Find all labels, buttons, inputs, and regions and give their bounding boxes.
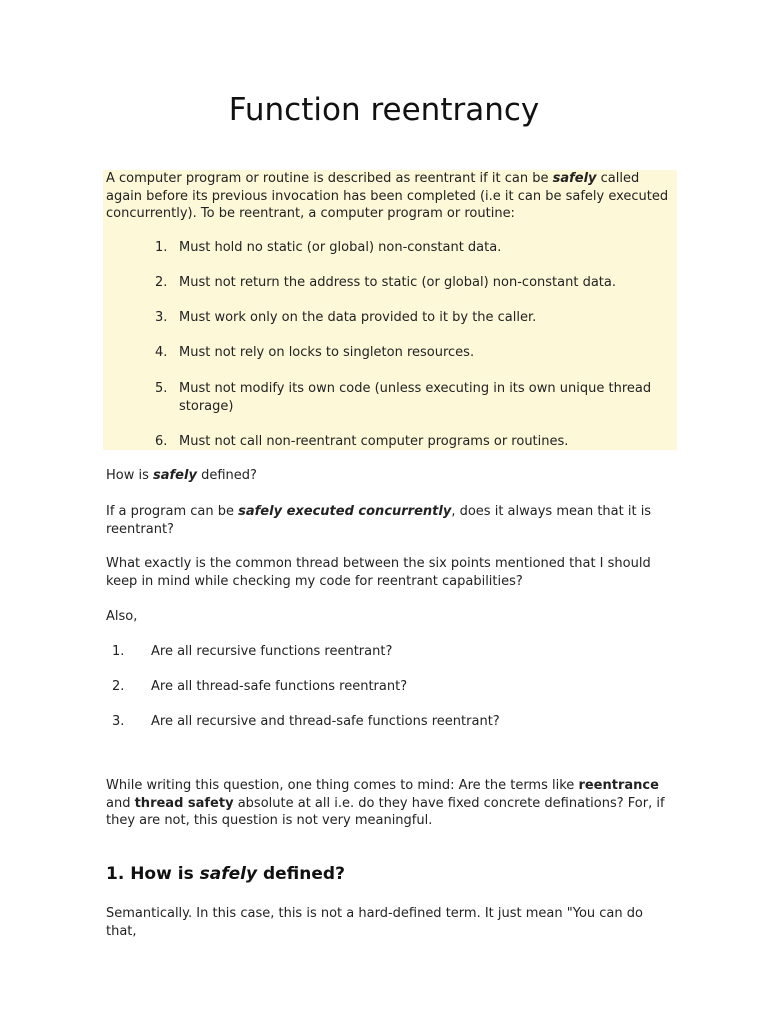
intro-emphasis: safely [552, 171, 597, 186]
requirement-text: Must not call non-reentrant computer programs or routines. [179, 434, 569, 449]
question-emphasis: safely [153, 468, 197, 483]
answer-paragraph: Semantically. In this case, this is not a hard-defined term. It just mean "You can do that, [106, 906, 643, 939]
requirement-text: Must not rely on locks to singleton resources. [179, 345, 475, 360]
question-common-thread: What exactly is the common thread between the six points mentioned that I should keep in mind while checking my code for reentrant capabilities? [106, 556, 651, 589]
closing-term-thread-safety: thread safety [134, 795, 234, 811]
requirement-item [155, 380, 655, 415]
sub-question-number: 3. [112, 714, 125, 729]
requirement-item [155, 433, 655, 451]
heading-text-end: defined? [257, 864, 345, 884]
closing-text-end: absolute at all i.e. do they have fixed concrete definations? For, if they are not, this question is not very meaningful. [106, 795, 665, 828]
requirement-text: Must not modify its own code (unless executing in its own unique thread storage) [179, 381, 652, 414]
question-safely-defined [106, 467, 676, 485]
sub-question-item [106, 678, 666, 696]
requirement-number: 5. [155, 381, 168, 396]
requirement-number: 3. [155, 310, 168, 325]
requirement-text: Must work only on the data provided to it by the caller. [179, 310, 537, 325]
intro-text-end: called again before its previous invocation has been completed (i.e it can be safely executed concurrently). To be reentrant, a computer program or routine: [106, 171, 669, 221]
sub-question-number: 2. [112, 679, 125, 694]
requirement-number: 1. [155, 240, 168, 255]
requirement-number: 2. [155, 275, 168, 290]
requirement-item [155, 239, 655, 257]
requirement-number: 6. [155, 434, 168, 449]
requirement-item [155, 309, 655, 327]
requirement-item [155, 274, 655, 292]
closing-paragraph [106, 777, 676, 830]
sub-question-text: Are all thread-safe functions reentrant? [151, 679, 408, 694]
heading-text-start: 1. How is [106, 864, 200, 884]
requirement-text: Must hold no static (or global) non-constant data. [179, 240, 502, 255]
closing-text-middle: and [106, 795, 135, 811]
requirement-number: 4. [155, 345, 168, 360]
intro-text-start: A computer program or routine is described as reentrant if it can be [106, 171, 553, 186]
intro-paragraph [106, 170, 676, 223]
heading-emphasis: safely [199, 864, 258, 884]
sub-question-item [106, 643, 666, 661]
closing-term-reentrance: reentrance [578, 778, 659, 793]
question-text-end: , does it always mean that it is reentrant? [106, 504, 652, 537]
also-label: Also, [106, 609, 138, 624]
sub-question-number: 1. [112, 644, 125, 659]
page-title: Function reentrancy [228, 92, 540, 128]
requirement-item [155, 344, 655, 362]
sub-question-item [106, 713, 666, 731]
sub-question-text: Are all recursive and thread-safe functions reentrant? [151, 714, 500, 729]
closing-text-start: While writing this question, one thing comes to mind: Are the terms like [106, 778, 579, 793]
sub-question-text: Are all recursive functions reentrant? [151, 644, 393, 659]
section-heading [106, 864, 345, 884]
requirement-text: Must not return the address to static (or global) non-constant data. [179, 275, 616, 290]
question-text-start: How is [106, 468, 154, 483]
question-text-start: If a program can be [106, 504, 239, 519]
question-emphasis: safely executed concurrently [238, 504, 452, 519]
question-text-end: defined? [196, 468, 257, 483]
question-concurrent-reentrant [106, 503, 676, 538]
